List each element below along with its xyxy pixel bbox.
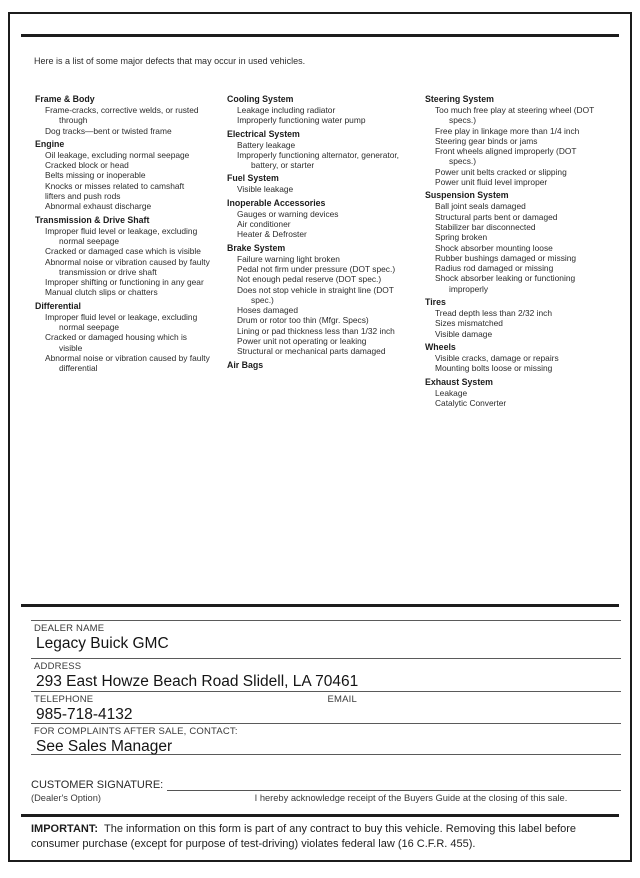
defect-item: Free play in linkage more than 1/4 inch (435, 125, 580, 136)
defect-section (35, 94, 212, 136)
telephone-label: TELEPHONE (34, 694, 94, 705)
defect-section (227, 198, 410, 240)
defect-item: Shock absorber leaking or functioning improperly (435, 273, 576, 294)
defect-item: Spring broken (435, 232, 488, 243)
defect-section (425, 342, 600, 374)
defect-section (35, 215, 212, 298)
defects-intro-text: Here is a list of some major defects that may occur in used vehicles. (34, 56, 306, 66)
complaints-label: FOR COMPLAINTS AFTER SALE, CONTACT: (34, 726, 238, 737)
defect-item: Structural parts bent or damaged (435, 211, 558, 222)
signature-line (167, 778, 621, 791)
important-text: The information on this form is part of any contract to buy this vehicle. Removing this label before consumer purchase (except for purpose of test-driving) violates federal law (16 C.F.R. 455). (31, 823, 577, 850)
defect-item: Failure warning light broken (237, 253, 340, 264)
defect-item: Radius rod damaged or missing (435, 263, 554, 274)
address-value: 293 East Howze Beach Road Slidell, LA 70461 (36, 673, 359, 690)
defect-item: Power unit fluid level improper (435, 177, 548, 188)
defect-section (425, 297, 600, 339)
important-divider-rule (21, 814, 619, 817)
defect-item: Abnormal noise or vibration caused by faulty transmission or drive shaft (45, 256, 210, 277)
defect-item: Belts missing or inoperable (45, 170, 146, 181)
defect-item: Tread depth less than 2/32 inch (435, 308, 553, 319)
address-label: ADDRESS (34, 661, 82, 672)
address-row (31, 658, 621, 691)
telephone-value: 985-718-4132 (36, 706, 133, 723)
defect-item: Abnormal exhaust discharge (45, 201, 152, 212)
defect-item: Stabilizer bar disconnected (435, 221, 536, 232)
dealer-name-value: Legacy Buick GMC (36, 635, 169, 652)
defect-item: Cracked or damaged case which is visible (45, 246, 201, 257)
email-cell (328, 694, 622, 723)
defect-item: Improperly functioning alternator, generator, battery, or starter (237, 149, 400, 171)
top-divider-rule (21, 34, 619, 37)
defect-item: Dog tracks—bent or twisted frame (45, 125, 172, 136)
defect-item: Heater & Defroster (237, 229, 307, 240)
defect-section (227, 94, 410, 126)
defect-item: Improper shifting or functioning in any gear (45, 277, 204, 288)
defect-item: Steering gear binds or jams (435, 135, 538, 146)
defect-section (425, 377, 600, 409)
defect-item: Battery leakage (237, 139, 296, 150)
telephone-cell (34, 694, 328, 723)
defect-section (35, 139, 212, 212)
signature-row (31, 778, 621, 791)
defect-item: Sizes mismatched (435, 318, 503, 329)
defects-column-3 (425, 92, 600, 411)
defect-item: Rubber bushings damaged or missing (435, 252, 577, 263)
defects-list (35, 92, 600, 411)
defect-section (425, 94, 600, 187)
defect-item: Does not stop vehicle in straight line (DOT spec.) (237, 284, 394, 305)
telephone-email-row (31, 691, 621, 723)
defect-category-heading: Brake System (227, 242, 286, 253)
defect-category-heading: Differential (35, 300, 81, 311)
defect-item: Manual clutch slips or chatters (45, 287, 158, 298)
defect-category-heading: Cooling System (227, 94, 294, 104)
defect-section (227, 173, 410, 194)
defect-category-heading: Fuel System (227, 173, 279, 184)
defect-category-heading: Frame & Body (35, 94, 95, 104)
defect-category-heading: Air Bags (227, 359, 264, 370)
complaints-row (31, 723, 621, 755)
defect-item: Shock absorber mounting loose (435, 242, 553, 253)
defect-category-heading: Exhaust System (425, 376, 493, 387)
defect-section (227, 243, 410, 357)
buyers-guide-back-page (8, 12, 632, 862)
defect-section (227, 360, 410, 371)
dealers-option-note: (Dealer's Option) (31, 793, 101, 803)
defect-section (425, 190, 600, 294)
defect-item: Gauges or warning devices (237, 208, 339, 219)
defect-item: Not enough pedal reserve (DOT spec.) (237, 274, 382, 285)
customer-signature-label: CUSTOMER SIGNATURE: (31, 779, 164, 791)
customer-signature-block (31, 778, 621, 803)
dealer-name-label: DEALER NAME (34, 623, 105, 634)
defect-item: Front wheels aligned improperly (DOT specs.) (435, 146, 577, 167)
defect-item: Structural or mechanical parts damaged (237, 346, 386, 357)
defect-item: Pedal not firm under pressure (DOT spec.) (237, 263, 396, 274)
defect-category-heading: Transmission & Drive Shaft (35, 214, 150, 225)
defect-item: Power unit belts cracked or slipping (435, 166, 567, 177)
defect-item: Frame-cracks, corrective welds, or rusted through (45, 105, 199, 126)
defect-item: Knocks or misses related to camshaft (45, 180, 185, 191)
important-label: IMPORTANT: (31, 823, 99, 835)
signature-subrow (31, 793, 621, 803)
important-notice (31, 822, 616, 852)
defect-item: Oil leakage, excluding normal seepage (45, 149, 190, 160)
defect-category-heading: Inoperable Accessories (227, 197, 326, 208)
defect-item: Drum or rotor too thin (Mfgr. Specs) (237, 315, 369, 326)
defect-category-heading: Steering System (425, 94, 494, 104)
defect-category-heading: Engine (35, 138, 65, 149)
defect-item: Too much free play at steering wheel (DOT specs.) (435, 105, 595, 126)
email-label: EMAIL (327, 694, 358, 705)
defect-item: Lining or pad thickness less than 1/32 inch (237, 325, 395, 336)
defect-category-heading: Electrical System (227, 128, 300, 139)
defect-section (35, 301, 212, 374)
defect-item: Air conditioner (237, 219, 291, 230)
defect-item: Leakage (435, 387, 468, 398)
defect-item: Catalytic Converter (435, 397, 507, 408)
defect-item: Leakage including radiator (237, 105, 336, 115)
defect-item: Improper fluid level or leakage, excluding normal seepage (45, 311, 198, 333)
dealer-section-divider-rule (21, 604, 619, 607)
defect-item: Improperly functioning water pump (237, 115, 366, 126)
defect-item: Abnormal noise or vibration caused by faulty differential (45, 352, 210, 374)
dealer-info-form (31, 620, 621, 755)
defect-item: Improper fluid level or leakage, excluding normal seepage (45, 225, 198, 246)
defect-item: Power unit not operating or leaking (237, 336, 367, 347)
complaints-value: See Sales Manager (36, 738, 173, 755)
defect-item: Hoses damaged (237, 305, 298, 316)
defect-category-heading: Tires (425, 297, 446, 308)
defect-item: Visible cracks, damage or repairs (435, 352, 559, 363)
dealer-name-row (31, 620, 621, 658)
defect-item: Cracked block or head (45, 160, 129, 171)
defect-item: Ball joint seals damaged (435, 201, 526, 212)
defect-category-heading: Wheels (425, 341, 456, 352)
acknowledgment-text: I hereby acknowledge receipt of the Buyers Guide at the closing of this sale. (254, 793, 568, 803)
defect-item: Visible leakage (237, 184, 294, 195)
defects-column-1 (35, 92, 212, 411)
defect-item: Cracked or damaged housing which is visible (45, 332, 187, 353)
defect-item: Visible damage (435, 328, 493, 339)
defects-column-2 (227, 92, 410, 411)
defect-category-heading: Suspension System (425, 190, 509, 201)
defect-item: Mounting bolts loose or missing (435, 363, 553, 374)
defect-item: lifters and push rods (45, 191, 121, 202)
defect-section (227, 129, 410, 171)
